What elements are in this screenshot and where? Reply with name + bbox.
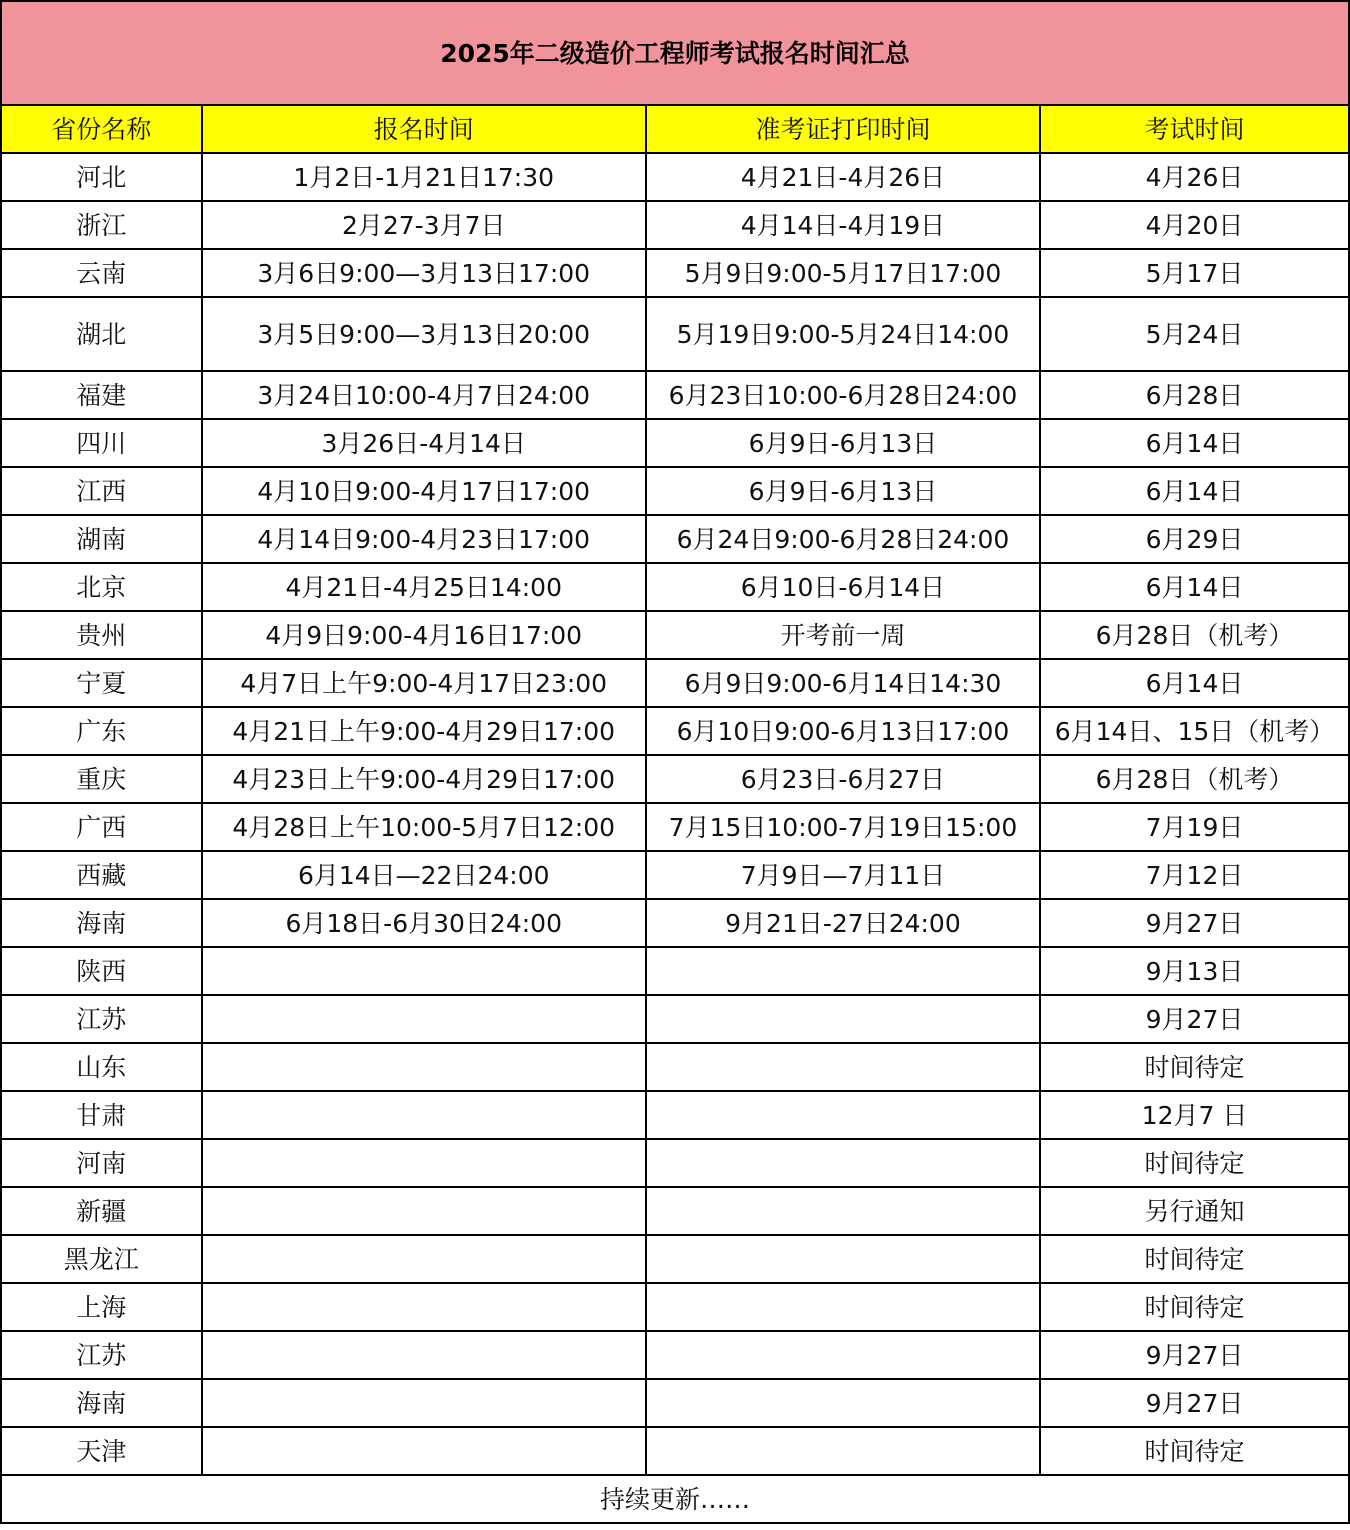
cell-admission-print-time: 6月9日-6月13日 — [646, 419, 1040, 467]
title-row — [1, 1, 1349, 105]
cell-exam-time: 6月29日 — [1040, 515, 1349, 563]
table-row — [1, 1235, 1349, 1283]
cell-registration-time: 3月26日-4月14日 — [202, 419, 646, 467]
table-row — [1, 755, 1349, 803]
cell-province: 新疆 — [1, 1187, 202, 1235]
cell-registration-time: 4月21日上午9:00-4月29日17:00 — [202, 707, 646, 755]
cell-province: 贵州 — [1, 611, 202, 659]
table-row — [1, 611, 1349, 659]
cell-admission-print-time — [646, 1427, 1040, 1475]
table-row — [1, 659, 1349, 707]
cell-exam-time: 9月27日 — [1040, 899, 1349, 947]
table-row — [1, 371, 1349, 419]
table-row — [1, 1187, 1349, 1235]
cell-province: 江苏 — [1, 995, 202, 1043]
cell-registration-time — [202, 995, 646, 1043]
cell-registration-time — [202, 1427, 646, 1475]
cell-admission-print-time: 6月10日9:00-6月13日17:00 — [646, 707, 1040, 755]
cell-registration-time: 3月5日9:00—3月13日20:00 — [202, 297, 646, 371]
header-exam-time: 考试时间 — [1040, 105, 1349, 153]
cell-registration-time: 4月7日上午9:00-4月17日23:00 — [202, 659, 646, 707]
cell-province: 江西 — [1, 467, 202, 515]
cell-exam-time: 7月19日 — [1040, 803, 1349, 851]
cell-registration-time: 4月28日上午10:00-5月7日12:00 — [202, 803, 646, 851]
cell-admission-print-time — [646, 1139, 1040, 1187]
cell-admission-print-time: 开考前一周 — [646, 611, 1040, 659]
cell-exam-time: 4月26日 — [1040, 153, 1349, 201]
table-row — [1, 1091, 1349, 1139]
table-row — [1, 803, 1349, 851]
cell-admission-print-time — [646, 1379, 1040, 1427]
cell-registration-time: 4月14日9:00-4月23日17:00 — [202, 515, 646, 563]
cell-province: 天津 — [1, 1427, 202, 1475]
cell-admission-print-time: 4月21日-4月26日 — [646, 153, 1040, 201]
cell-admission-print-time — [646, 1187, 1040, 1235]
cell-province: 上海 — [1, 1283, 202, 1331]
table-row — [1, 201, 1349, 249]
cell-admission-print-time: 6月9日9:00-6月14日14:30 — [646, 659, 1040, 707]
cell-exam-time: 6月14日 — [1040, 659, 1349, 707]
header-province: 省份名称 — [1, 105, 202, 153]
cell-province: 北京 — [1, 563, 202, 611]
cell-exam-time: 时间待定 — [1040, 1283, 1349, 1331]
page-title: 2025年二级造价工程师考试报名时间汇总 — [1, 1, 1349, 105]
cell-admission-print-time: 9月21日-27日24:00 — [646, 899, 1040, 947]
cell-exam-time: 9月27日 — [1040, 1331, 1349, 1379]
cell-registration-time: 4月10日9:00-4月17日17:00 — [202, 467, 646, 515]
cell-registration-time — [202, 1283, 646, 1331]
cell-exam-time: 6月28日（机考） — [1040, 611, 1349, 659]
cell-province: 海南 — [1, 899, 202, 947]
cell-province: 海南 — [1, 1379, 202, 1427]
cell-registration-time — [202, 1139, 646, 1187]
cell-registration-time: 4月23日上午9:00-4月29日17:00 — [202, 755, 646, 803]
cell-registration-time — [202, 1187, 646, 1235]
header-registration-time: 报名时间 — [202, 105, 646, 153]
cell-exam-time: 时间待定 — [1040, 1043, 1349, 1091]
cell-exam-time: 另行通知 — [1040, 1187, 1349, 1235]
cell-admission-print-time: 5月19日9:00-5月24日14:00 — [646, 297, 1040, 371]
cell-admission-print-time — [646, 1331, 1040, 1379]
cell-exam-time: 6月14日 — [1040, 419, 1349, 467]
cell-exam-time: 时间待定 — [1040, 1139, 1349, 1187]
header-row — [1, 105, 1349, 153]
cell-exam-time: 6月14日、15日（机考） — [1040, 707, 1349, 755]
cell-registration-time — [202, 1091, 646, 1139]
table-row — [1, 1043, 1349, 1091]
table-row — [1, 995, 1349, 1043]
cell-exam-time: 9月13日 — [1040, 947, 1349, 995]
cell-province: 陕西 — [1, 947, 202, 995]
cell-exam-time: 6月28日（机考） — [1040, 755, 1349, 803]
cell-admission-print-time: 5月9日9:00-5月17日17:00 — [646, 249, 1040, 297]
cell-registration-time: 4月9日9:00-4月16日17:00 — [202, 611, 646, 659]
cell-admission-print-time: 6月23日10:00-6月28日24:00 — [646, 371, 1040, 419]
cell-registration-time: 3月6日9:00—3月13日17:00 — [202, 249, 646, 297]
table-row — [1, 1427, 1349, 1475]
cell-admission-print-time — [646, 1043, 1040, 1091]
cell-province: 西藏 — [1, 851, 202, 899]
table-row — [1, 707, 1349, 755]
cell-admission-print-time — [646, 1283, 1040, 1331]
cell-registration-time: 6月18日-6月30日24:00 — [202, 899, 646, 947]
table-row — [1, 419, 1349, 467]
cell-exam-time: 9月27日 — [1040, 995, 1349, 1043]
cell-province: 山东 — [1, 1043, 202, 1091]
footer-row — [1, 1475, 1349, 1523]
cell-registration-time — [202, 947, 646, 995]
cell-province: 福建 — [1, 371, 202, 419]
cell-admission-print-time — [646, 1091, 1040, 1139]
table-row — [1, 515, 1349, 563]
table-row — [1, 899, 1349, 947]
cell-admission-print-time — [646, 995, 1040, 1043]
cell-registration-time — [202, 1331, 646, 1379]
cell-exam-time: 6月28日 — [1040, 371, 1349, 419]
table-row — [1, 1139, 1349, 1187]
table-row — [1, 1331, 1349, 1379]
cell-exam-time: 12月7 日 — [1040, 1091, 1349, 1139]
cell-province: 广西 — [1, 803, 202, 851]
cell-admission-print-time: 7月9日—7月11日 — [646, 851, 1040, 899]
cell-province: 江苏 — [1, 1331, 202, 1379]
cell-registration-time: 4月21日-4月25日14:00 — [202, 563, 646, 611]
footer-note: 持续更新…… — [1, 1475, 1349, 1523]
cell-province: 甘肃 — [1, 1091, 202, 1139]
cell-admission-print-time — [646, 947, 1040, 995]
cell-registration-time: 3月24日10:00-4月7日24:00 — [202, 371, 646, 419]
cell-registration-time — [202, 1043, 646, 1091]
cell-exam-time: 6月14日 — [1040, 563, 1349, 611]
cell-province: 宁夏 — [1, 659, 202, 707]
header-admission-print-time: 准考证打印时间 — [646, 105, 1040, 153]
cell-exam-time: 9月27日 — [1040, 1379, 1349, 1427]
table-row — [1, 153, 1349, 201]
table-row — [1, 1379, 1349, 1427]
cell-province: 湖南 — [1, 515, 202, 563]
cell-admission-print-time: 6月10日-6月14日 — [646, 563, 1040, 611]
cell-province: 河南 — [1, 1139, 202, 1187]
table-row — [1, 947, 1349, 995]
table-body — [1, 1, 1349, 1523]
cell-exam-time: 7月12日 — [1040, 851, 1349, 899]
cell-admission-print-time — [646, 1235, 1040, 1283]
cell-province: 河北 — [1, 153, 202, 201]
cell-registration-time: 6月14日—22日24:00 — [202, 851, 646, 899]
cell-admission-print-time: 4月14日-4月19日 — [646, 201, 1040, 249]
cell-registration-time — [202, 1379, 646, 1427]
cell-exam-time: 时间待定 — [1040, 1427, 1349, 1475]
cell-exam-time: 5月24日 — [1040, 297, 1349, 371]
cell-admission-print-time: 6月24日9:00-6月28日24:00 — [646, 515, 1040, 563]
cell-exam-time: 时间待定 — [1040, 1235, 1349, 1283]
cell-province: 广东 — [1, 707, 202, 755]
cell-exam-time: 5月17日 — [1040, 249, 1349, 297]
cell-province: 四川 — [1, 419, 202, 467]
cell-province: 重庆 — [1, 755, 202, 803]
cell-province: 浙江 — [1, 201, 202, 249]
cell-admission-print-time: 6月9日-6月13日 — [646, 467, 1040, 515]
table-row — [1, 297, 1349, 371]
cell-registration-time: 1月2日-1月21日17:30 — [202, 153, 646, 201]
cell-admission-print-time: 7月15日10:00-7月19日15:00 — [646, 803, 1040, 851]
cell-exam-time: 6月14日 — [1040, 467, 1349, 515]
cell-province: 黑龙江 — [1, 1235, 202, 1283]
cell-province: 云南 — [1, 249, 202, 297]
table-row — [1, 249, 1349, 297]
cell-registration-time — [202, 1235, 646, 1283]
cell-admission-print-time: 6月23日-6月27日 — [646, 755, 1040, 803]
table-row — [1, 563, 1349, 611]
table-row — [1, 1283, 1349, 1331]
cell-province: 湖北 — [1, 297, 202, 371]
cell-exam-time: 4月20日 — [1040, 201, 1349, 249]
table-row — [1, 851, 1349, 899]
table-row — [1, 467, 1349, 515]
cell-registration-time: 2月27-3月7日 — [202, 201, 646, 249]
